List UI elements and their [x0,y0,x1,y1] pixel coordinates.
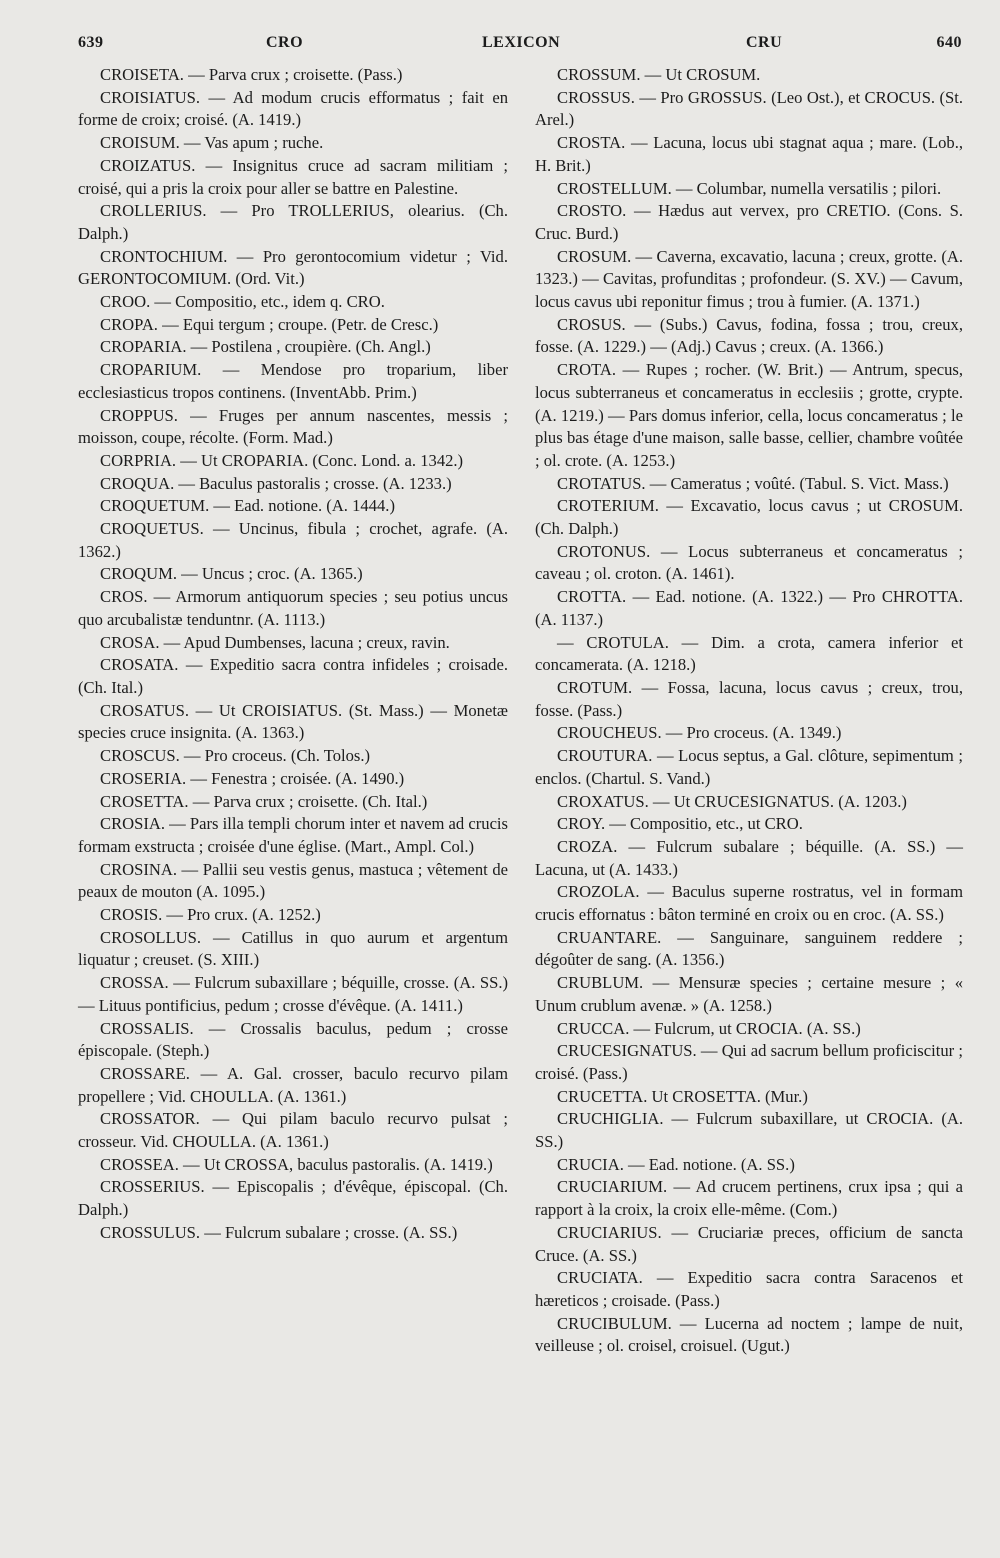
left-column [78,64,508,1245]
dictionary-entry: CROSATUS. — Ut CROISIATUS. (St. Mass.) — Monetæ species cruce insignita. (A. 1363.) [78,700,508,743]
dictionary-entry: CROQUETUS. — Uncinus, fibula ; crochet, agrafe. (A. 1362.) [78,519,508,561]
dictionary-entry: CROTTA. — Ead. notione. (A. 1322.) — Pro CHROTTA. (A. 1137.) [535,587,963,629]
dictionary-entry: CROSA. — Apud Dumbenses, lacuna ; creux, ravin. [100,632,450,652]
dictionary-entry: CROO. — Compositio, etc., idem q. CRO. [100,292,385,312]
dictionary-entry: CRUCETTA. Ut CROSETTA. (Mur.) [557,1086,808,1106]
dictionary-entry: CROSTA. — Lacuna, locus ubi stagnat aqua ; mare. (Lob., H. Brit.) [535,133,963,175]
dictionary-entry: CRUCIARIUM. — Ad crucem pertinens, crux ipsa ; qui a rapport à la croix, la croix elle-même. (Com.) [535,1177,963,1220]
dictionary-entry: CROLLERIUS. — Pro TROLLERIUS, olearius. (Ch. Dalph.) [78,201,508,243]
dictionary-entry: CROZA. — Fulcrum subalare ; béquille. (A. SS.) — Lacuna, ut (A. 1433.) [535,836,963,879]
dictionary-entry: CROSIA. — Pars illa templi chorum inter et navem ad crucis formam exstructa ; croisée d'une église. (Mart., Ampl. Col.) [78,814,508,856]
dictionary-entry: CROSSA. — Fulcrum subaxillare ; béquille, crosse. (A. SS.) — Lituus pontificius, pedum ; crosse d'évêque. (A. 1411.) [78,973,508,1015]
dictionary-entry: CROUCHEUS. — Pro croceus. (A. 1349.) [557,723,842,743]
dictionary-entry: CROY. — Compositio, etc., ut CRO. [557,814,803,834]
dictionary-entry: CROPPUS. — Fruges per annum nascentes, messis ; moisson, coupe, récolte. (Form. Mad.) [78,405,508,448]
dictionary-entry: CROSINA. — Pallii seu vestis genus, mastuca ; vêtement de peaux de mouton (A. 1095.) [78,859,508,902]
dictionary-entry: CROXATUS. — Ut CRUCESIGNATUS. (A. 1203.) [557,791,907,811]
dictionary-entry: CRUCCA. — Fulcrum, ut CROCIA. (A. SS.) [557,1018,861,1038]
dictionary-entry: CROSERIA. — Fenestra ; croisée. (A. 1490.) [100,768,405,788]
dictionary-entry: CRUCESIGNATUS. — Qui ad sacrum bellum proficiscitur ; croisé. (Pass.) [535,1041,963,1083]
dictionary-entry: CROPA. — Equi tergum ; croupe. (Petr. de Cresc.) [100,314,439,334]
dictionary-entry: CROSTELLUM. — Columbar, numella versatilis ; pilori. [557,178,942,198]
dictionary-entry: CROQUA. — Baculus pastoralis ; crosse. (A. 1233.) [100,473,452,493]
dictionary-entry: CROSETTA. — Parva crux ; croisette. (Ch. Ital.) [100,791,428,811]
dictionary-entry: CROISUM. — Vas apum ; ruche. [100,133,324,153]
dictionary-entry: CRUCIATA. — Expeditio sacra contra Saracenos et hæreticos ; croisade. (Pass.) [535,1268,963,1310]
dictionary-entry: CROTONUS. — Locus subterraneus et concameratus ; caveau ; ol. croton. (A. 1461). [535,541,963,584]
dictionary-entry: CROSCUS. — Pro croceus. (Ch. Tolos.) [100,746,371,766]
dictionary-entry: CORPRIA. — Ut CROPARIA. (Conc. Lond. a. 1342.) [100,450,464,470]
page-number-left: 639 [78,34,104,51]
dictionary-entry: — CROTULA. — Dim. a crota, camera inferior et concamerata. (A. 1218.) [535,632,963,675]
guide-word-right: CRU [746,34,783,51]
dictionary-entry: CROSSATOR. — Qui pilam baculo recurvo pulsat ; crosseur. Vid. CHOULLA. (A. 1361.) [78,1109,508,1152]
dictionary-entry: CROS. — Armorum antiquorum species ; seu potius uncus quo arcubalistæ tenduntnr. (A. 1113.) [78,587,508,629]
dictionary-entry: CRUCIBULUM. — Lucerna ad noctem ; lampe de nuit, veilleuse ; ol. croisel, croisuel. (Ugut.) [535,1313,963,1356]
dictionary-entry: CROSOLLUS. — Catillus in quo aurum et argentum liquatur ; creuset. (S. XIII.) [78,927,508,970]
dictionary-entry: CROSSALIS. — Crossalis baculus, pedum ; crosse épiscopale. (Steph.) [78,1018,508,1061]
dictionary-entry: CROPARIUM. — Mendose pro troparium, liber ecclesiasticus tropos continens. (InventAbb. Prim.) [78,360,508,402]
dictionary-entry: CROSUS. — (Subs.) Cavus, fodina, fossa ; trou, creux, fosse. (A. 1229.) — (Adj.) Cavus ; creux. (A. 1366.) [535,314,963,357]
dictionary-entry: CROISIATUS. — Ad modum crucis efformatus ; fait en forme de croix; croisé. (A. 1419.) [78,87,508,130]
dictionary-entry: CROQUETUM. — Ead. notione. (A. 1444.) [100,496,395,516]
dictionary-entry: CRUCIA. — Ead. notione. (A. SS.) [557,1154,795,1174]
dictionary-entry: CROUTURA. — Locus septus, a Gal. clôture, sepimentum ; enclos. (Chartul. S. Vand.) [535,746,963,788]
page-number-right: 640 [936,34,962,51]
dictionary-entry: CROSIS. — Pro crux. (A. 1252.) [100,905,321,925]
dictionary-entry: CROSSUS. — Pro GROSSUS. (Leo Ost.), et CROCUS. (St. Arel.) [535,87,963,130]
dictionary-entry: CROQUM. — Uncus ; croc. (A. 1365.) [100,564,363,584]
dictionary-entry: CROTERIUM. — Excavatio, locus cavus ; ut CROSUM. (Ch. Dalph.) [535,496,963,539]
dictionary-entry: CROTA. — Rupes ; rocher. (W. Brit.) — Antrum, specus, locus subterraneus et concameratus in ecclesiis ; grotte, crypte. (A. 1219.) — Pars domus inferior, cella, locus concameratus ; le plus bas étage d'une maison, salle basse, cellier, chambre voûtée ; ol. crote. (A. 1253.) [535,360,963,470]
dictionary-entry: CRUBLUM. — Mensuræ species ; certaine mesure ; « Unum crublum avenæ. » (A. 1258.) [535,973,963,1015]
dictionary-entry: CRUCIARIUS. — Cruciariæ preces, officium de sancta Cruce. (A. SS.) [535,1222,963,1265]
dictionary-entry: CROISETA. — Parva crux ; croisette. (Pass.) [100,65,403,84]
dictionary-entry: CROTATUS. — Cameratus ; voûté. (Tabul. S. Vict. Mass.) [557,473,949,493]
dictionary-entry: CROZOLA. — Baculus superne rostratus, vel in formam crucis effornatus : bâton terminé en croix ou en croc. (A. SS.) [535,882,963,925]
dictionary-entry: CROPARIA. — Postilena , croupière. (Ch. Angl.) [100,337,431,357]
dictionary-entry: CRUANTARE. — Sanguinare, sanguinem reddere ; dégoûter de sang. (A. 1356.) [535,927,963,970]
dictionary-entry: CROSTO. — Hædus aut vervex, pro CRETIO. (Cons. S. Cruc. Burd.) [535,201,963,243]
dictionary-entry: CROSSULUS. — Fulcrum subalare ; crosse. (A. SS.) [100,1222,458,1242]
dictionary-entry: CROSSERIUS. — Episcopalis ; d'évêque, épiscopal. (Ch. Dalph.) [78,1177,508,1220]
dictionary-entry: CRONTOCHIUM. — Pro gerontocomium videtur ; Vid. GERONTOCOMIUM. (Ord. Vit.) [78,246,508,289]
dictionary-entry: CRUCHIGLIA. — Fulcrum subaxillare, ut CROCIA. (A. SS.) [535,1109,963,1152]
running-header [78,34,962,56]
dictionary-entry: CROSSEA. — Ut CROSSA, baculus pastoralis. (A. 1419.) [100,1154,493,1174]
dictionary-entry: CROSSUM. — Ut CROSUM. [557,65,761,84]
dictionary-entry: CROSATA. — Expeditio sacra contra infideles ; croisade. (Ch. Ital.) [78,655,508,697]
dictionary-entry: CROIZATUS. — Insignitus cruce ad sacram militiam ; croisé, qui a pris la croix pour aller se battre en Palestine. [78,155,508,198]
right-column [535,64,963,1358]
running-title: LEXICON [482,34,561,51]
dictionary-entry: CROTUM. — Fossa, lacuna, locus cavus ; creux, trou, fosse. (Pass.) [535,677,963,720]
guide-word-left: CRO [266,34,304,51]
dictionary-entry: CROSUM. — Caverna, excavatio, lacuna ; creux, grotte. (A. 1323.) — Cavitas, profunditas ; profondeur. (S. XV.) — Cavum, locus cavus ubi reponitur fimus ; trou à fumier. (A. 1371.) [535,246,963,312]
dictionary-entry: CROSSARE. — A. Gal. crosser, baculo recurvo pilam propellere ; Vid. CHOULLA. (A. 1361.) [78,1063,508,1106]
